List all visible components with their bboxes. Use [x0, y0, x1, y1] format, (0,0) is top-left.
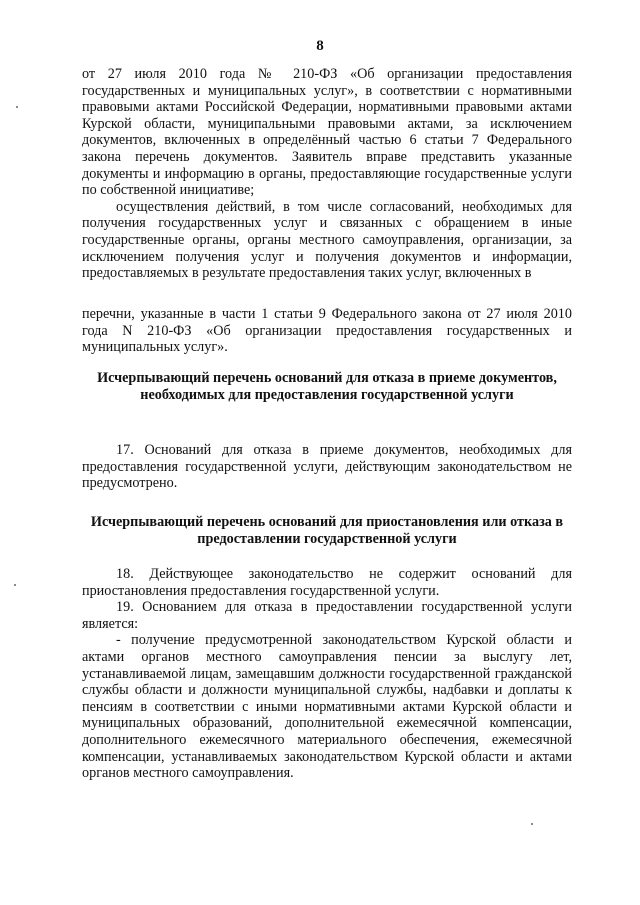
paragraph-item-18: 18. Действующее законодательство не содержит оснований для приостановления предоставления государственной услуги.: [82, 566, 572, 599]
scan-speck: [14, 584, 16, 586]
paragraph-group-continuation: [82, 306, 572, 356]
paragraph-group-items-18-19: [82, 566, 572, 782]
paragraph-item-19: 19. Основанием для отказа в предоставлении государственной услуги является:: [82, 599, 572, 632]
paragraph-group-item-17: [82, 442, 572, 492]
paragraph-item-19-bullet: - получение предусмотренной законодательством Курской области и актами органов местного самоуправления пенсии за выслугу лет, устанавливаемой лицам, замещавшим должности государственной гражданской службы области и должности муниципальной службы, надбавки и доплаты к пенсиям в соответствии с иными нормативными актами Курской области и муниципальных образований, дополнительной ежемесячной компенсации, дополнительного ежемесячного материального обеспечения, ежемесячной компенсации, устанавливаемых законодательством Курской области и актами органов местного самоуправления.: [82, 632, 572, 782]
scan-speck: [16, 106, 18, 108]
section-heading-refusal-acceptance: Исчерпывающий перечень оснований для отказа в приеме документов, необходимых для предоставления государственной услуги: [97, 370, 557, 403]
section-heading-suspension-refusal: Исчерпывающий перечень оснований для приостановления или отказа в предоставлении государственной услуги: [90, 514, 564, 547]
paragraph-item-17: 17. Оснований для отказа в приеме документов, необходимых для предоставления государственной услуги, действующим законодательством не предусмотрено.: [82, 442, 572, 492]
paragraph-documents-list: от 27 июля 2010 года № 210-ФЗ «Об организации предоставления государственных и муниципальных услуг», в соответствии с нормативными правовыми актами Российской Федерации, нормативными правовыми актами Курской области, муниципальными правовыми актами, за исключением документов, включенных в определённый частью 6 статьи 7 Федерального закона перечень документов. Заявитель вправе представить указанные документы и информацию в органы, предоставляющие государственные услуги по собственной инициативе;: [82, 66, 572, 199]
paragraph-actions: осуществления действий, в том числе согласований, необходимых для получения государственных услуг и связанных с обращением в иные государственные органы, органы местного самоуправления, организации, за исключением получения услуг и получения документов и информации, предоставляемых в результате предоставления таких услуг, включенных в: [82, 198, 572, 282]
scan-speck: [531, 823, 533, 825]
paragraph-federal-law-reference: перечни, указанные в части 1 статьи 9 Федерального закона от 27 июля 2010 года N 210-ФЗ «Об организации предоставления государственных и муниципальных услуг».: [82, 306, 572, 356]
page-number: 8: [316, 38, 324, 54]
paragraph-group-intro: [82, 66, 572, 282]
